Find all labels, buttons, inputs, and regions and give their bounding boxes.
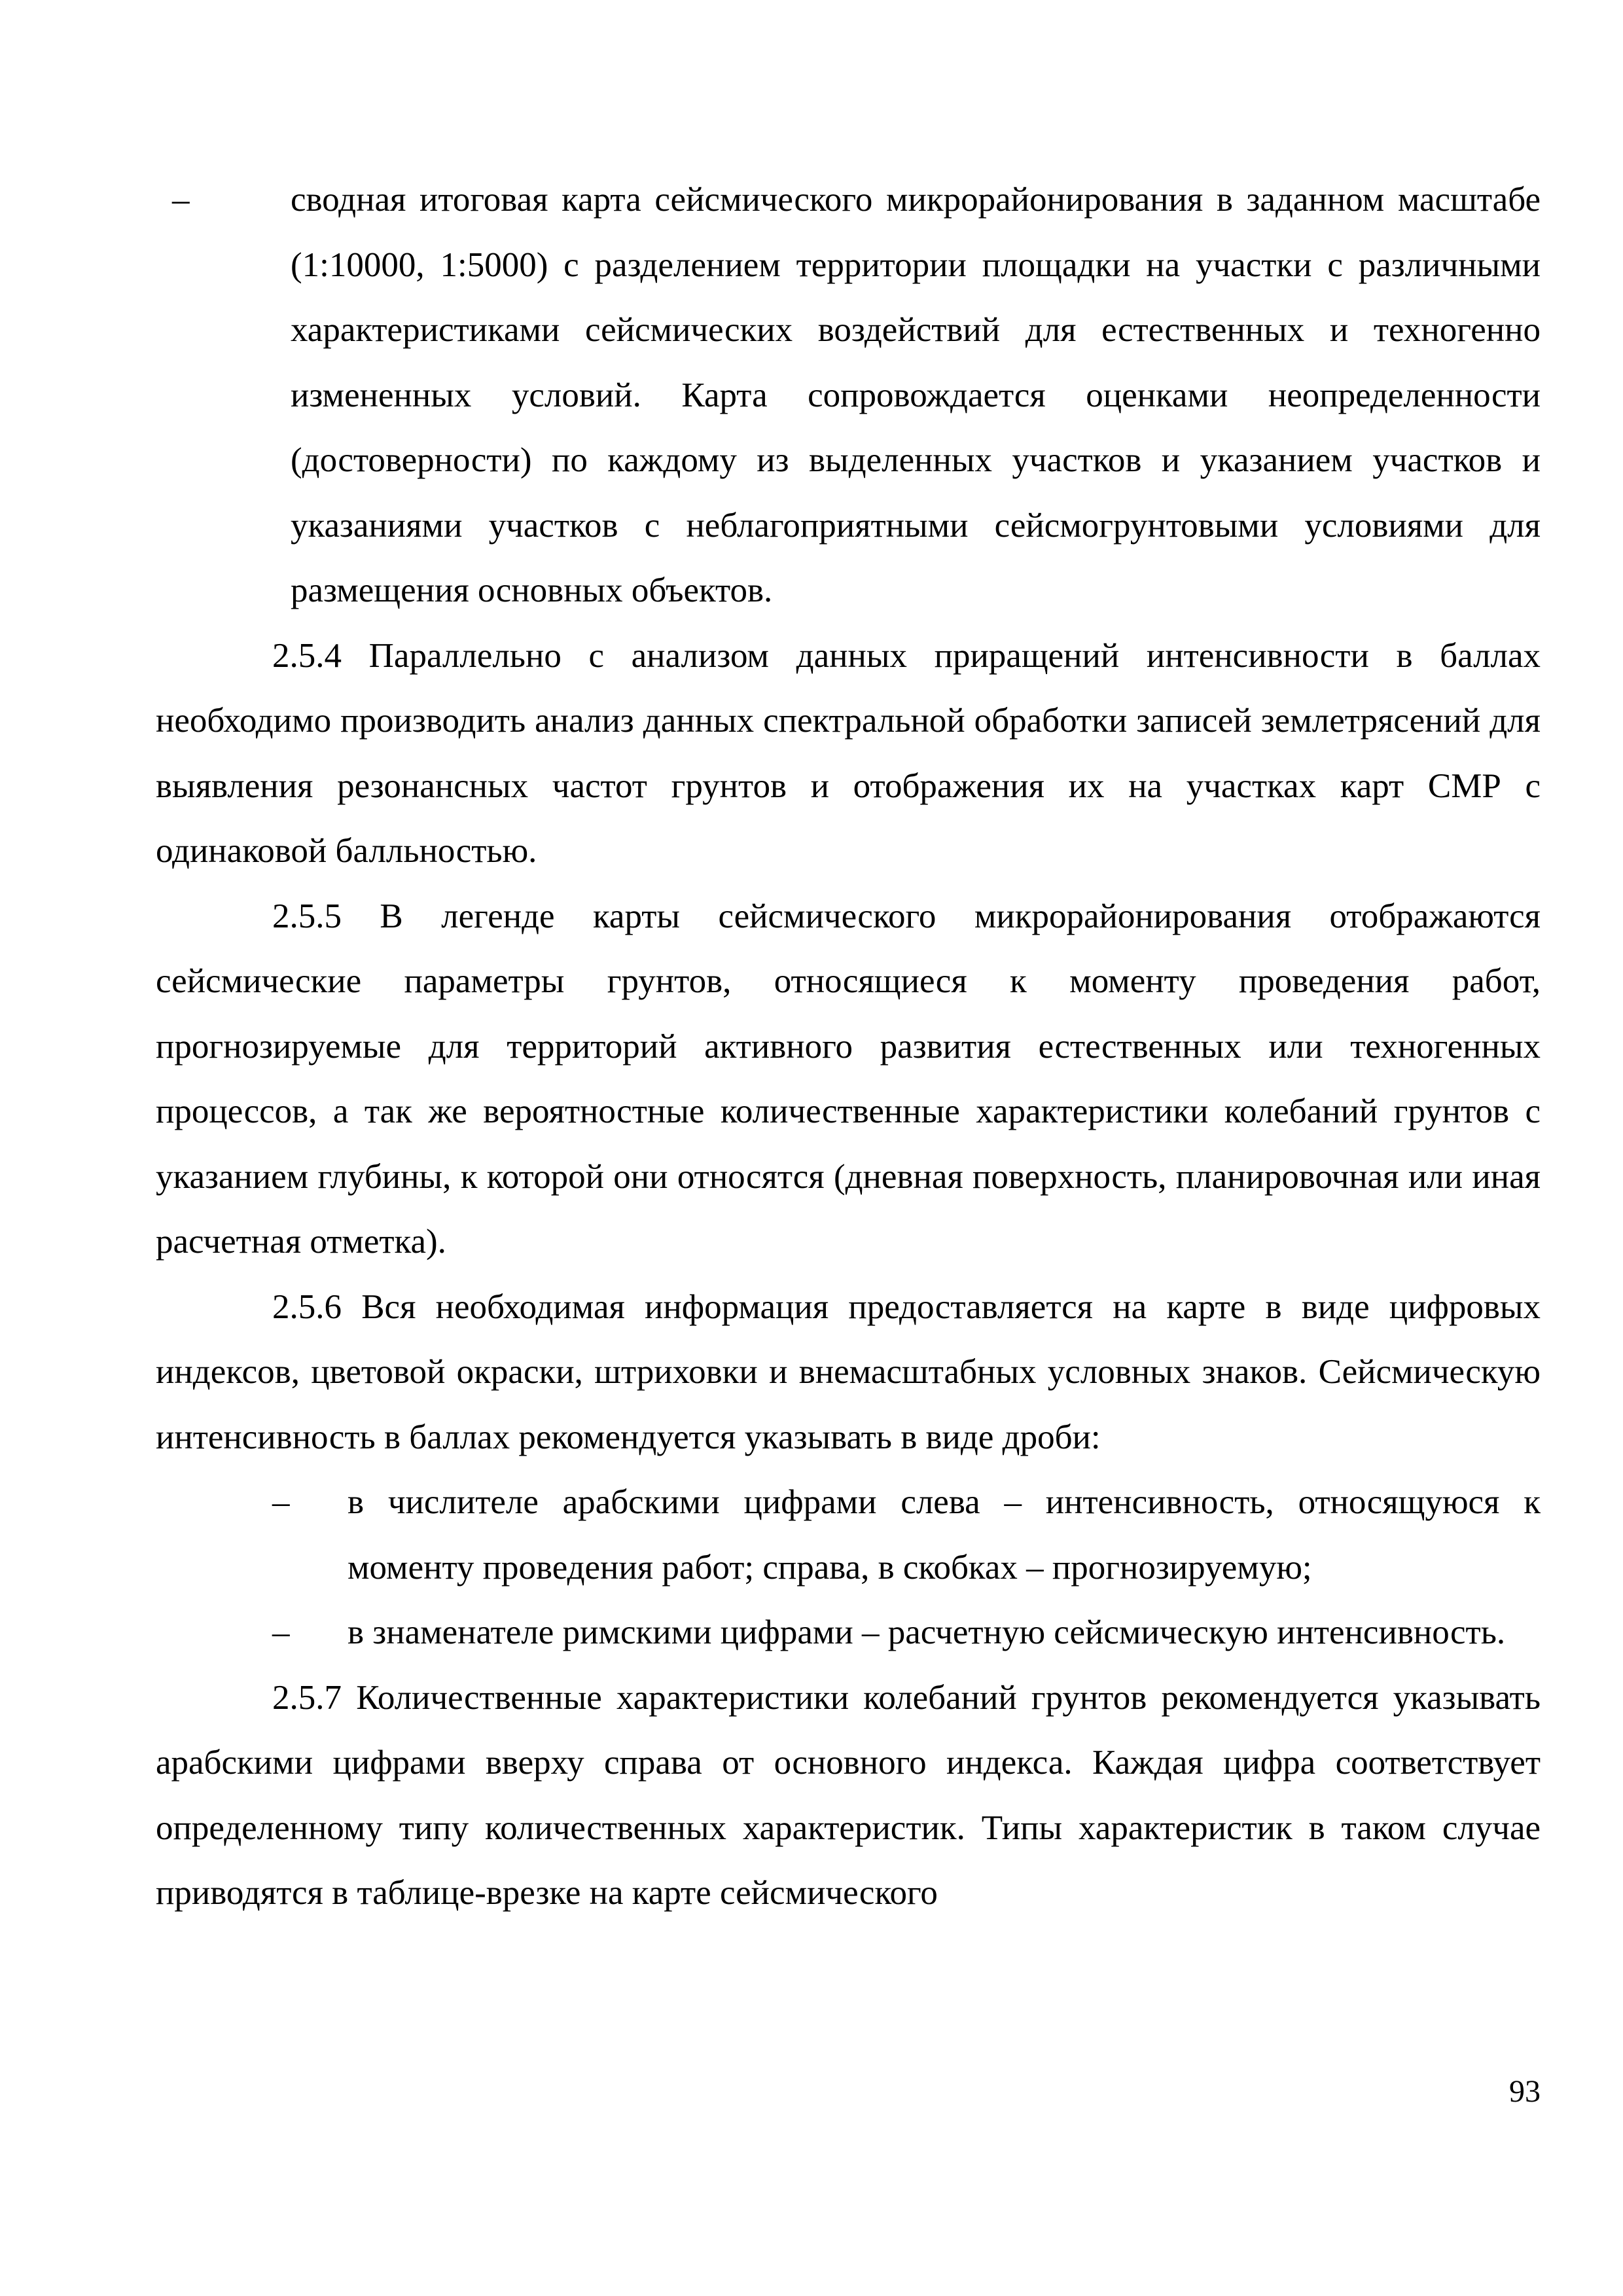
list-dash: – — [272, 1483, 290, 1521]
list-item-denominator — [156, 1600, 1541, 1666]
list-item-text: в знаменателе римскими цифрами – расчетную сейсмическую интенсивность. — [348, 1613, 1506, 1651]
list-item-text: в числителе арабскими цифрами слева – интенсивность, относящуюся к моменту проведения работ; справа, в скобках – прогнозируемую; — [348, 1483, 1541, 1587]
list-dash: – — [172, 181, 190, 219]
paragraph-2-5-7: 2.5.7 Количественные характеристики колебаний грунтов рекомендуется указывать арабскими цифрами вверху справа от основного индекса. Каждая цифра соответствует определенному типу количественных характеристик. Типы характеристик в таком случае приводятся в таблице-врезке на карте сейсмического — [156, 1678, 1541, 1912]
paragraph-2-5-5: 2.5.5 В легенде карты сейсмического микрорайонирования отображаются сейсмические параметры грунтов, относящиеся к моменту проведения работ, прогнозируемые для территорий активного развития естественных или техногенных процессов, а так же вероятностные количественные характеристики колебаний грунтов с указанием глубины, к которой они относятся (дневная поверхность, планировочная или иная расчетная отметка). — [156, 897, 1541, 1261]
list-item-text: сводная итоговая карта сейсмического микрорайонирования в заданном масштабе (1:10000, 1:5000) с разделением территории площадки на участки с различными характеристиками сейсмических воздействий для естественных и техногенно измененных условий. Карта сопровождается оценками неопределенности (достоверности) по каждому из выделенных участков и указанием участков и указаниями участков с неблагоприятными сейсмогрунтовыми условиями для размещения основных объектов. — [291, 181, 1541, 609]
list-item — [156, 168, 1541, 624]
list-dash: – — [272, 1613, 290, 1651]
list-item-numerator — [156, 1470, 1541, 1600]
page-number: 93 — [1509, 2074, 1541, 2109]
document-page — [156, 168, 1541, 1926]
paragraph-2-5-4: 2.5.4 Параллельно с анализом данных приращений интенсивности в баллах необходимо производить анализ данных спектральной обработки записей землетрясений для выявления резонансных частот грунтов и отображения их на участках карт СМР с одинаковой балльностью. — [156, 636, 1541, 870]
paragraph-2-5-6: 2.5.6 Вся необходимая информация предоставляется на карте в виде цифровых индексов, цветовой окраски, штриховки и внемасштабных условных знаков. Сейсмическую интенсивность в баллах рекомендуется указывать в виде дроби: — [156, 1287, 1541, 1456]
